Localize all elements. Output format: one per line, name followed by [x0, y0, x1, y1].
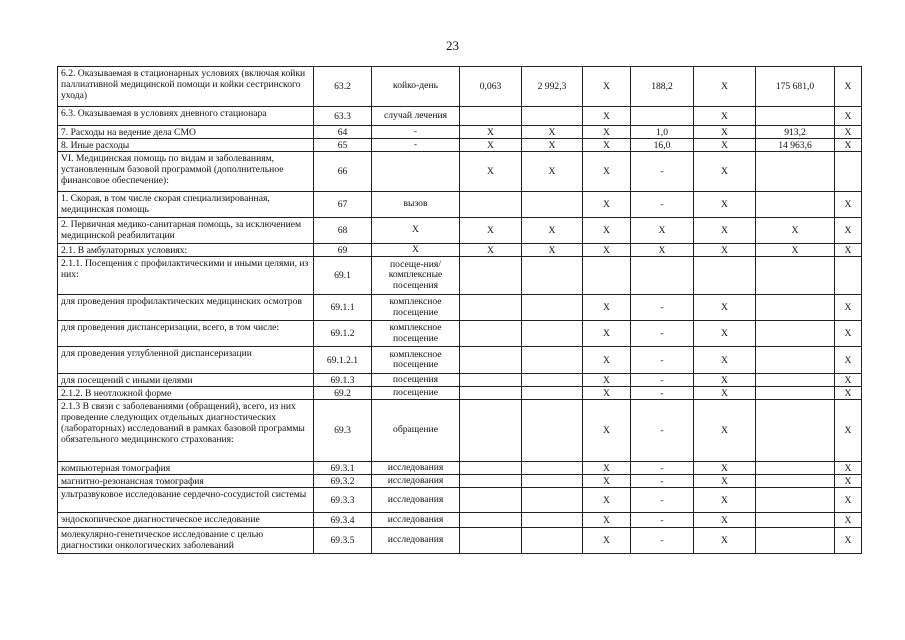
row-value-cell-4: 16,0	[631, 139, 694, 152]
row-value-cell-4: -	[631, 387, 694, 400]
row-value-cell-3: Х	[583, 475, 631, 488]
row-value-cell-6	[756, 488, 835, 513]
row-value-cell-7	[835, 152, 862, 192]
row-value-cell-2	[522, 321, 583, 347]
row-value-cell-6	[756, 400, 835, 462]
row-value-cell-4	[631, 107, 694, 126]
row-unit-cell: комплексное посещение	[372, 295, 460, 321]
row-value-cell-4: -	[631, 321, 694, 347]
row-value-cell-2: Х	[522, 139, 583, 152]
row-value-cell-1	[460, 513, 522, 528]
row-code-cell: 69.3	[314, 400, 372, 462]
row-value-cell-7: Х	[835, 218, 862, 244]
table-row	[58, 192, 862, 218]
row-name-cell: для проведения профилактических медицинских осмотров	[58, 295, 314, 321]
row-value-cell-1: Х	[460, 126, 522, 139]
row-value-cell-1	[460, 387, 522, 400]
table-row	[58, 67, 862, 107]
row-value-cell-5: Х	[694, 139, 756, 152]
row-value-cell-6	[756, 387, 835, 400]
row-value-cell-5: Х	[694, 152, 756, 192]
row-value-cell-7: Х	[835, 374, 862, 387]
row-value-cell-2: Х	[522, 126, 583, 139]
row-value-cell-3: Х	[583, 321, 631, 347]
row-value-cell-5: Х	[694, 218, 756, 244]
row-value-cell-5: Х	[694, 462, 756, 475]
row-value-cell-5: Х	[694, 67, 756, 107]
row-value-cell-3: Х	[583, 528, 631, 554]
row-unit-cell: койко-день	[372, 67, 460, 107]
row-name-cell: 6.3. Оказываемая в условиях дневного стационара	[58, 107, 314, 126]
row-unit-cell: посещение	[372, 387, 460, 400]
row-code-cell: 69.1.2	[314, 321, 372, 347]
row-value-cell-6: Х	[756, 244, 835, 257]
table-row	[58, 218, 862, 244]
row-value-cell-6: 913,2	[756, 126, 835, 139]
row-value-cell-2	[522, 387, 583, 400]
row-value-cell-1	[460, 347, 522, 374]
row-unit-cell: Х	[372, 244, 460, 257]
row-value-cell-1	[460, 295, 522, 321]
row-name-cell: 2.1. В амбулаторных условиях:	[58, 244, 314, 257]
row-value-cell-3: Х	[583, 387, 631, 400]
row-value-cell-3: Х	[583, 107, 631, 126]
row-value-cell-2	[522, 192, 583, 218]
table-row	[58, 513, 862, 528]
row-code-cell: 64	[314, 126, 372, 139]
row-value-cell-5: Х	[694, 513, 756, 528]
row-value-cell-3	[583, 257, 631, 295]
row-name-cell: VI. Медицинская помощь по видам и заболеваниям, установленным базовой программой (дополнительное финансовое обеспечение):	[58, 152, 314, 192]
row-value-cell-4: -	[631, 528, 694, 554]
row-value-cell-5: Х	[694, 347, 756, 374]
row-value-cell-7: Х	[835, 513, 862, 528]
row-unit-cell: исследования	[372, 475, 460, 488]
row-value-cell-1: Х	[460, 139, 522, 152]
row-value-cell-7: Х	[835, 321, 862, 347]
row-value-cell-2	[522, 374, 583, 387]
row-value-cell-5: Х	[694, 107, 756, 126]
row-value-cell-3: Х	[583, 347, 631, 374]
table-row	[58, 257, 862, 295]
row-unit-cell: исследования	[372, 462, 460, 475]
row-code-cell: 66	[314, 152, 372, 192]
row-code-cell: 69.1.2.1	[314, 347, 372, 374]
row-value-cell-3: Х	[583, 192, 631, 218]
row-value-cell-4: 188,2	[631, 67, 694, 107]
row-value-cell-7: Х	[835, 295, 862, 321]
row-value-cell-3: Х	[583, 152, 631, 192]
row-value-cell-4: -	[631, 400, 694, 462]
row-value-cell-2	[522, 107, 583, 126]
row-code-cell: 65	[314, 139, 372, 152]
row-value-cell-1	[460, 257, 522, 295]
row-value-cell-7: Х	[835, 192, 862, 218]
row-code-cell: 69.3.5	[314, 528, 372, 554]
row-value-cell-7: Х	[835, 528, 862, 554]
table-row	[58, 462, 862, 475]
row-value-cell-3: Х	[583, 126, 631, 139]
table-row	[58, 152, 862, 192]
row-value-cell-4: -	[631, 295, 694, 321]
row-value-cell-3: Х	[583, 295, 631, 321]
row-value-cell-4: -	[631, 374, 694, 387]
row-name-cell: магнитно-резонансная томография	[58, 475, 314, 488]
row-value-cell-4: Х	[631, 244, 694, 257]
table-row	[58, 387, 862, 400]
row-value-cell-1	[460, 462, 522, 475]
row-value-cell-6	[756, 475, 835, 488]
row-value-cell-7: Х	[835, 347, 862, 374]
row-name-cell: 2.1.2. В неотложной форме	[58, 387, 314, 400]
row-value-cell-4: 1,0	[631, 126, 694, 139]
row-value-cell-7: Х	[835, 126, 862, 139]
row-value-cell-6	[756, 257, 835, 295]
row-code-cell: 68	[314, 218, 372, 244]
row-value-cell-3: Х	[583, 462, 631, 475]
row-code-cell: 69	[314, 244, 372, 257]
row-value-cell-4: -	[631, 513, 694, 528]
row-value-cell-4: -	[631, 462, 694, 475]
row-value-cell-7: Х	[835, 139, 862, 152]
row-value-cell-1: Х	[460, 218, 522, 244]
row-value-cell-2: Х	[522, 218, 583, 244]
row-unit-cell: посеще-ния/комплексные посещения	[372, 257, 460, 295]
row-value-cell-5: Х	[694, 387, 756, 400]
row-value-cell-1	[460, 192, 522, 218]
row-value-cell-1	[460, 374, 522, 387]
row-value-cell-3: Х	[583, 374, 631, 387]
row-value-cell-2	[522, 488, 583, 513]
row-value-cell-6	[756, 513, 835, 528]
table-body	[58, 67, 862, 554]
row-value-cell-6	[756, 192, 835, 218]
row-value-cell-2: Х	[522, 244, 583, 257]
row-value-cell-1: 0,063	[460, 67, 522, 107]
row-code-cell: 69.1.3	[314, 374, 372, 387]
row-unit-cell: обращение	[372, 400, 460, 462]
row-value-cell-5: Х	[694, 321, 756, 347]
row-value-cell-4: -	[631, 475, 694, 488]
table-row	[58, 139, 862, 152]
row-name-cell: ультразвуковое исследование сердечно-сосудистой системы	[58, 488, 314, 513]
row-value-cell-4: -	[631, 347, 694, 374]
row-unit-cell: Х	[372, 218, 460, 244]
row-name-cell: 6.2. Оказываемая в стационарных условиях (включая койки паллиативной медицинской помощи и койки сестринского ухода)	[58, 67, 314, 107]
table-row	[58, 488, 862, 513]
row-unit-cell: исследования	[372, 488, 460, 513]
row-value-cell-5: Х	[694, 475, 756, 488]
row-value-cell-1	[460, 528, 522, 554]
row-value-cell-6	[756, 295, 835, 321]
row-value-cell-6	[756, 462, 835, 475]
row-name-cell: 1. Скорая, в том числе скорая специализированная, медицинская помощь	[58, 192, 314, 218]
row-name-cell: 8. Иные расходы	[58, 139, 314, 152]
row-value-cell-7: Х	[835, 475, 862, 488]
table-row	[58, 107, 862, 126]
row-value-cell-3: Х	[583, 218, 631, 244]
row-value-cell-2	[522, 513, 583, 528]
row-value-cell-4: Х	[631, 218, 694, 244]
row-value-cell-6	[756, 321, 835, 347]
table-row	[58, 295, 862, 321]
row-value-cell-5: Х	[694, 126, 756, 139]
row-value-cell-6	[756, 152, 835, 192]
table-row	[58, 475, 862, 488]
row-value-cell-3: Х	[583, 244, 631, 257]
row-value-cell-7: Х	[835, 387, 862, 400]
row-value-cell-1	[460, 107, 522, 126]
row-name-cell: 2. Первичная медико-санитарная помощь, за исключением медицинской реабилитации	[58, 218, 314, 244]
data-table	[57, 66, 862, 554]
row-value-cell-6: Х	[756, 218, 835, 244]
row-value-cell-2	[522, 347, 583, 374]
table-row	[58, 126, 862, 139]
row-name-cell: для проведения углубленной диспансеризации	[58, 347, 314, 374]
row-unit-cell: -	[372, 139, 460, 152]
table-row	[58, 374, 862, 387]
row-name-cell: эндоскопическое диагностическое исследование	[58, 513, 314, 528]
row-unit-cell: -	[372, 126, 460, 139]
row-value-cell-5: Х	[694, 192, 756, 218]
row-code-cell: 63.3	[314, 107, 372, 126]
row-name-cell: компьютерная томография	[58, 462, 314, 475]
row-value-cell-7: Х	[835, 462, 862, 475]
table-row	[58, 347, 862, 374]
row-code-cell: 69.3.4	[314, 513, 372, 528]
row-value-cell-3: Х	[583, 67, 631, 107]
row-code-cell: 67	[314, 192, 372, 218]
row-name-cell: молекулярно-генетическое исследование с целью диагностики онкологических заболеваний	[58, 528, 314, 554]
table-row	[58, 400, 862, 462]
row-value-cell-2: 2 992,3	[522, 67, 583, 107]
row-value-cell-3: Х	[583, 400, 631, 462]
row-value-cell-2	[522, 400, 583, 462]
row-value-cell-6: 14 963,6	[756, 139, 835, 152]
row-value-cell-7: Х	[835, 67, 862, 107]
row-name-cell: для проведения диспансеризации, всего, в том числе:	[58, 321, 314, 347]
row-value-cell-5: Х	[694, 488, 756, 513]
row-unit-cell: комплексное посещение	[372, 321, 460, 347]
row-value-cell-7: Х	[835, 400, 862, 462]
row-unit-cell: вызов	[372, 192, 460, 218]
row-unit-cell: комплексное посещение	[372, 347, 460, 374]
row-value-cell-7	[835, 257, 862, 295]
row-value-cell-2: Х	[522, 152, 583, 192]
row-value-cell-5	[694, 257, 756, 295]
row-value-cell-7: Х	[835, 107, 862, 126]
row-value-cell-2	[522, 528, 583, 554]
row-value-cell-3: Х	[583, 139, 631, 152]
row-unit-cell: посещения	[372, 374, 460, 387]
row-value-cell-1: Х	[460, 152, 522, 192]
row-name-cell: 2.1.3 В связи с заболеваниями (обращений), всего, из них проведение следующих отдельных диагностических (лабораторных) исследований в рамках базовой программы обязательного медицинского страхования:	[58, 400, 314, 462]
row-name-cell: 7. Расходы на ведение дела СМО	[58, 126, 314, 139]
row-value-cell-2	[522, 257, 583, 295]
table-row	[58, 321, 862, 347]
row-value-cell-3: Х	[583, 513, 631, 528]
row-code-cell: 63.2	[314, 67, 372, 107]
row-value-cell-6	[756, 374, 835, 387]
table-row	[58, 528, 862, 554]
row-value-cell-2	[522, 475, 583, 488]
row-value-cell-6	[756, 107, 835, 126]
row-value-cell-1	[460, 321, 522, 347]
row-value-cell-2	[522, 462, 583, 475]
row-value-cell-5: Х	[694, 244, 756, 257]
row-value-cell-4: -	[631, 192, 694, 218]
row-code-cell: 69.3.2	[314, 475, 372, 488]
table-row	[58, 244, 862, 257]
row-code-cell: 69.3.1	[314, 462, 372, 475]
row-value-cell-7: Х	[835, 244, 862, 257]
row-value-cell-7: Х	[835, 488, 862, 513]
row-value-cell-5: Х	[694, 374, 756, 387]
row-value-cell-1	[460, 475, 522, 488]
row-value-cell-4: -	[631, 488, 694, 513]
row-value-cell-4	[631, 257, 694, 295]
row-unit-cell: случай лечения	[372, 107, 460, 126]
row-value-cell-5: Х	[694, 295, 756, 321]
row-value-cell-6	[756, 528, 835, 554]
row-value-cell-6	[756, 347, 835, 374]
row-value-cell-5: Х	[694, 528, 756, 554]
row-value-cell-1	[460, 400, 522, 462]
row-code-cell: 69.1.1	[314, 295, 372, 321]
row-unit-cell: исследования	[372, 528, 460, 554]
row-value-cell-2	[522, 295, 583, 321]
row-value-cell-1: Х	[460, 244, 522, 257]
row-unit-cell: исследования	[372, 513, 460, 528]
row-value-cell-3: Х	[583, 488, 631, 513]
row-code-cell: 69.2	[314, 387, 372, 400]
row-code-cell: 69.3.3	[314, 488, 372, 513]
row-name-cell: 2.1.1. Посещения с профилактическими и иными целями, из них:	[58, 257, 314, 295]
row-value-cell-5: Х	[694, 400, 756, 462]
row-value-cell-4: -	[631, 152, 694, 192]
row-name-cell: для посещений с иными целями	[58, 374, 314, 387]
page-number: 23	[446, 38, 459, 53]
row-value-cell-1	[460, 488, 522, 513]
row-value-cell-6: 175 681,0	[756, 67, 835, 107]
row-unit-cell	[372, 152, 460, 192]
row-code-cell: 69.1	[314, 257, 372, 295]
